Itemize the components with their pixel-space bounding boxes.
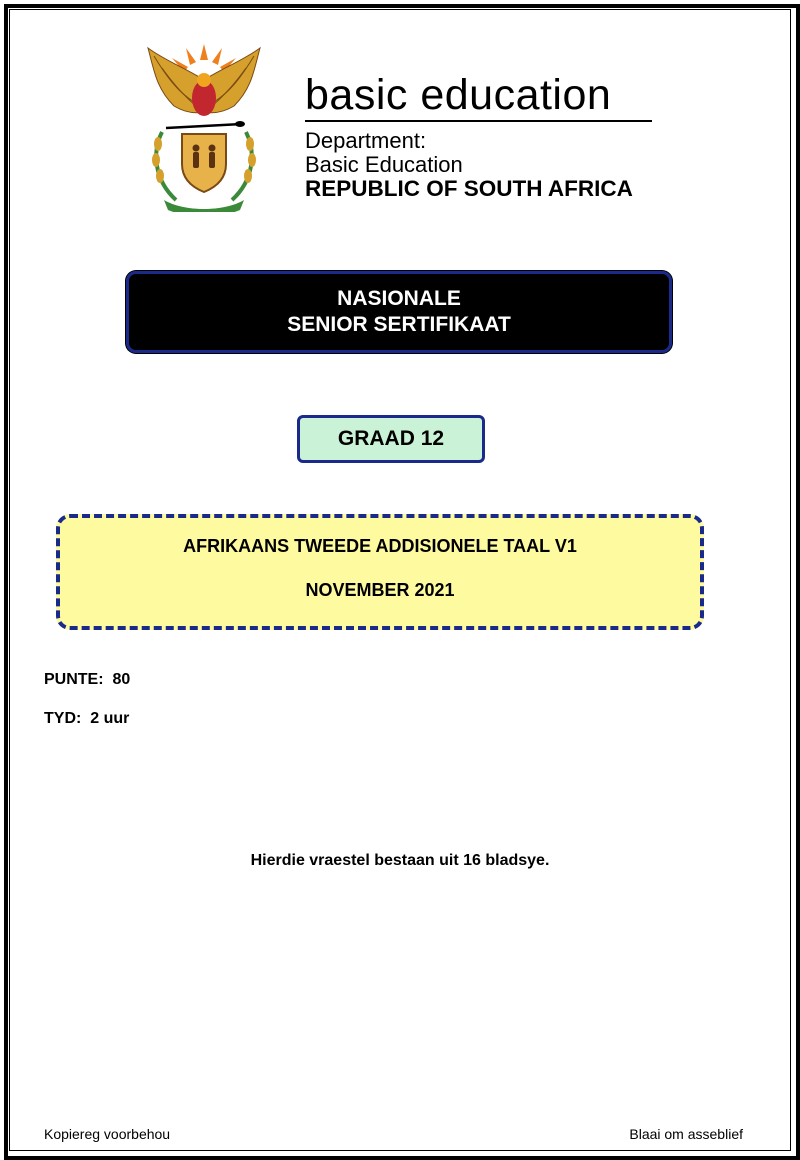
coat-of-arms-icon [134, 40, 274, 212]
footer-copyright: Kopiereg voorbehou [44, 1126, 171, 1142]
exam-date: NOVEMBER 2021 [305, 580, 455, 600]
footer-turn-page: Blaai om asseblief [629, 1126, 743, 1142]
time-label: TYD: 2 uur [44, 710, 130, 727]
certificate-line-1: NASIONALE [337, 287, 461, 310]
brand-underline [305, 120, 652, 122]
brand-title: basic education [305, 71, 612, 119]
subject-title: AFRIKAANS TWEEDE ADDISIONELE TAAL V1 [183, 536, 577, 556]
country-name: REPUBLIC OF SOUTH AFRICA [305, 176, 633, 201]
marks-label: PUNTE: 80 [44, 671, 131, 688]
certificate-banner [126, 271, 672, 353]
certificate-line-2: SENIOR SERTIFIKAAT [287, 313, 511, 336]
department-name: Basic Education [305, 152, 463, 177]
grade-badge: GRAAD 12 [297, 415, 485, 463]
page-count-note: Hierdie vraestel bestaan uit 16 bladsye. [250, 852, 550, 869]
subject-panel [56, 514, 704, 630]
department-label: Department: [305, 128, 427, 153]
